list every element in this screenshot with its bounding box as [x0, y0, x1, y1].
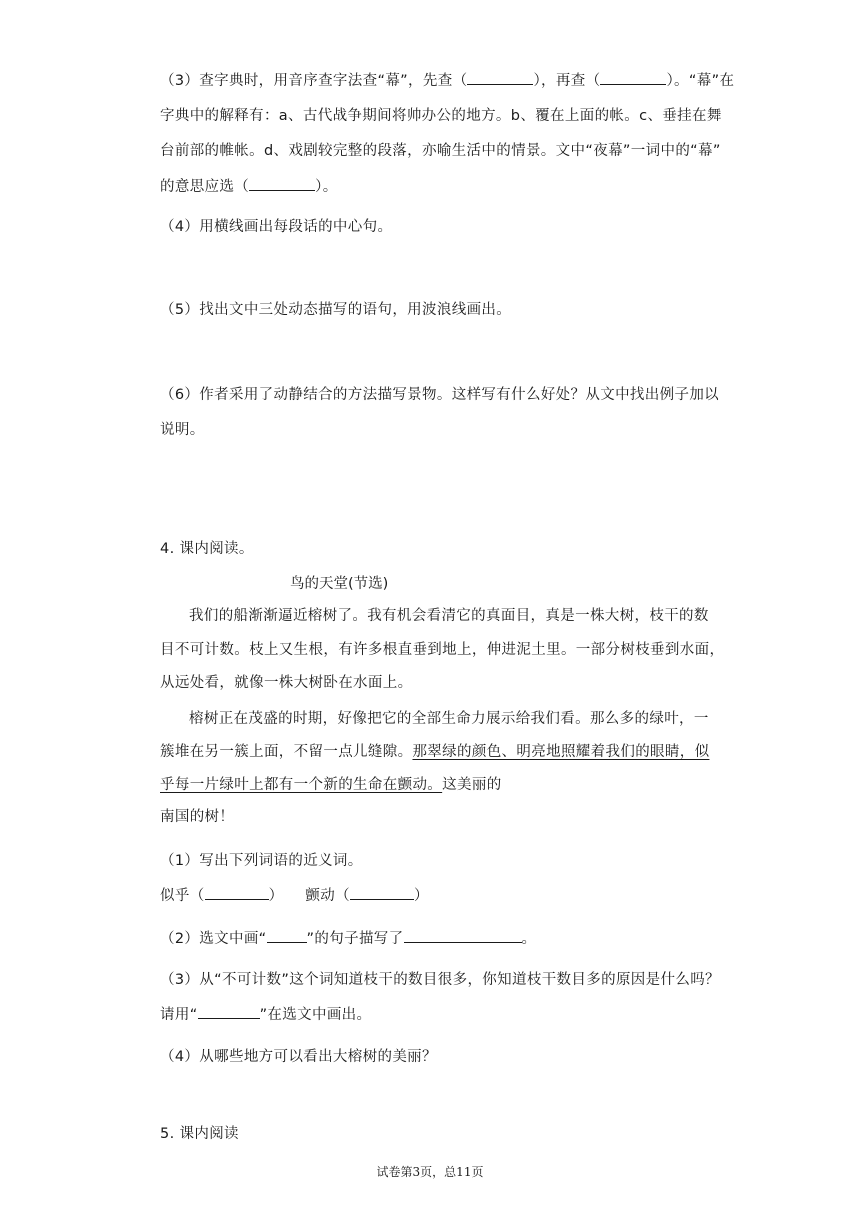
answer-blank[interactable] [350, 885, 414, 900]
q3-line-3: 台前部的帷帐。d、戏剧较完整的段落，亦喻生活中的情景。文中“夜幕”一词中的“幕” [160, 143, 721, 159]
passage-p2-line-3: 乎每一片绿叶上都有一个新的生命在颤动。这美丽的 [160, 777, 502, 793]
question-4-sub: （4）用横线画出每段话的中心句。 [160, 219, 393, 235]
page-footer: 试卷第3页，总11页 [376, 1165, 484, 1179]
passage-title: 鸟的天堂(节选) [290, 576, 389, 592]
answer-blank[interactable] [267, 928, 307, 943]
question-6-line-2: 说明。 [160, 422, 205, 438]
q3-line-2: 字典中的解释有：a、古代战争期间将帅办公的地方。b、覆在上面的帐。c、垂挂在舞 [160, 108, 722, 124]
s4-question-4: （4）从哪些地方可以看出大榕树的美丽？ [160, 1049, 437, 1065]
passage-p2-line-2: 簇堆在另一簇上面，不留一点儿缝隙。那翠绿的颜色、明亮地照耀着我们的眼睛，似 [160, 744, 710, 760]
s4-question-3-line-2: 请用“ ”在选文中画出。 [160, 1004, 371, 1025]
answer-blank[interactable] [249, 176, 315, 191]
answer-blank[interactable] [467, 70, 533, 85]
s4-question-1: （1）写出下列词语的近义词。 [160, 853, 363, 869]
question-6-line-1: （6）作者采用了动静结合的方法描写景物。这样写有什么好处？从文中找出例子加以 [160, 387, 720, 403]
passage-p1-line-3: 从远处看，就像一株大树卧在水面上。 [160, 675, 413, 691]
answer-blank[interactable] [404, 928, 522, 943]
underlined-sentence: 乎每一片绿叶上都有一个新的生命在颤动。 [160, 777, 443, 793]
underlined-sentence: 那翠绿的颜色、明亮地照耀着我们的眼睛，似 [412, 744, 710, 760]
answer-blank[interactable] [205, 885, 269, 900]
s4-question-2: （2）选文中画“ ”的句子描写了 。 [160, 928, 536, 949]
question-5-sub: （5）找出文中三处动态描写的语句，用波浪线画出。 [160, 302, 512, 318]
answer-blank[interactable] [600, 70, 666, 85]
q3-line-4: 的意思应选（ ）。 [160, 176, 338, 197]
answer-blank[interactable] [198, 1004, 260, 1019]
passage-p2-line-4: 南国的树！ [160, 809, 235, 825]
s4-question-1-words: 似乎（ ） 颤动（ ） [160, 885, 429, 906]
passage-p1-line-2: 目不可计数。枝上又生根，有许多根直垂到地上，伸进泥土里。一部分树枝垂到水面， [160, 642, 725, 658]
section-5-heading: 5. 课内阅读 [160, 1126, 239, 1142]
q3-line-1: （3）查字典时，用音序查字法查“幕”，先查（ ），再查（ ）。“幕”在 [160, 70, 734, 91]
section-4-heading: 4. 课内阅读。 [160, 541, 254, 557]
passage-p1-line-1: 我们的船渐渐逼近榕树了。我有机会看清它的真面目，真是一株大树，枝干的数 [189, 608, 709, 624]
passage-p2-line-1: 榕树正在茂盛的时期，好像把它的全部生命力展示给我们看。那么多的绿叶，一 [189, 711, 709, 727]
s4-question-3-line-1: （3）从“不可计数”这个词知道枝干的数目很多，你知道枝干数目多的原因是什么吗？ [160, 972, 720, 988]
